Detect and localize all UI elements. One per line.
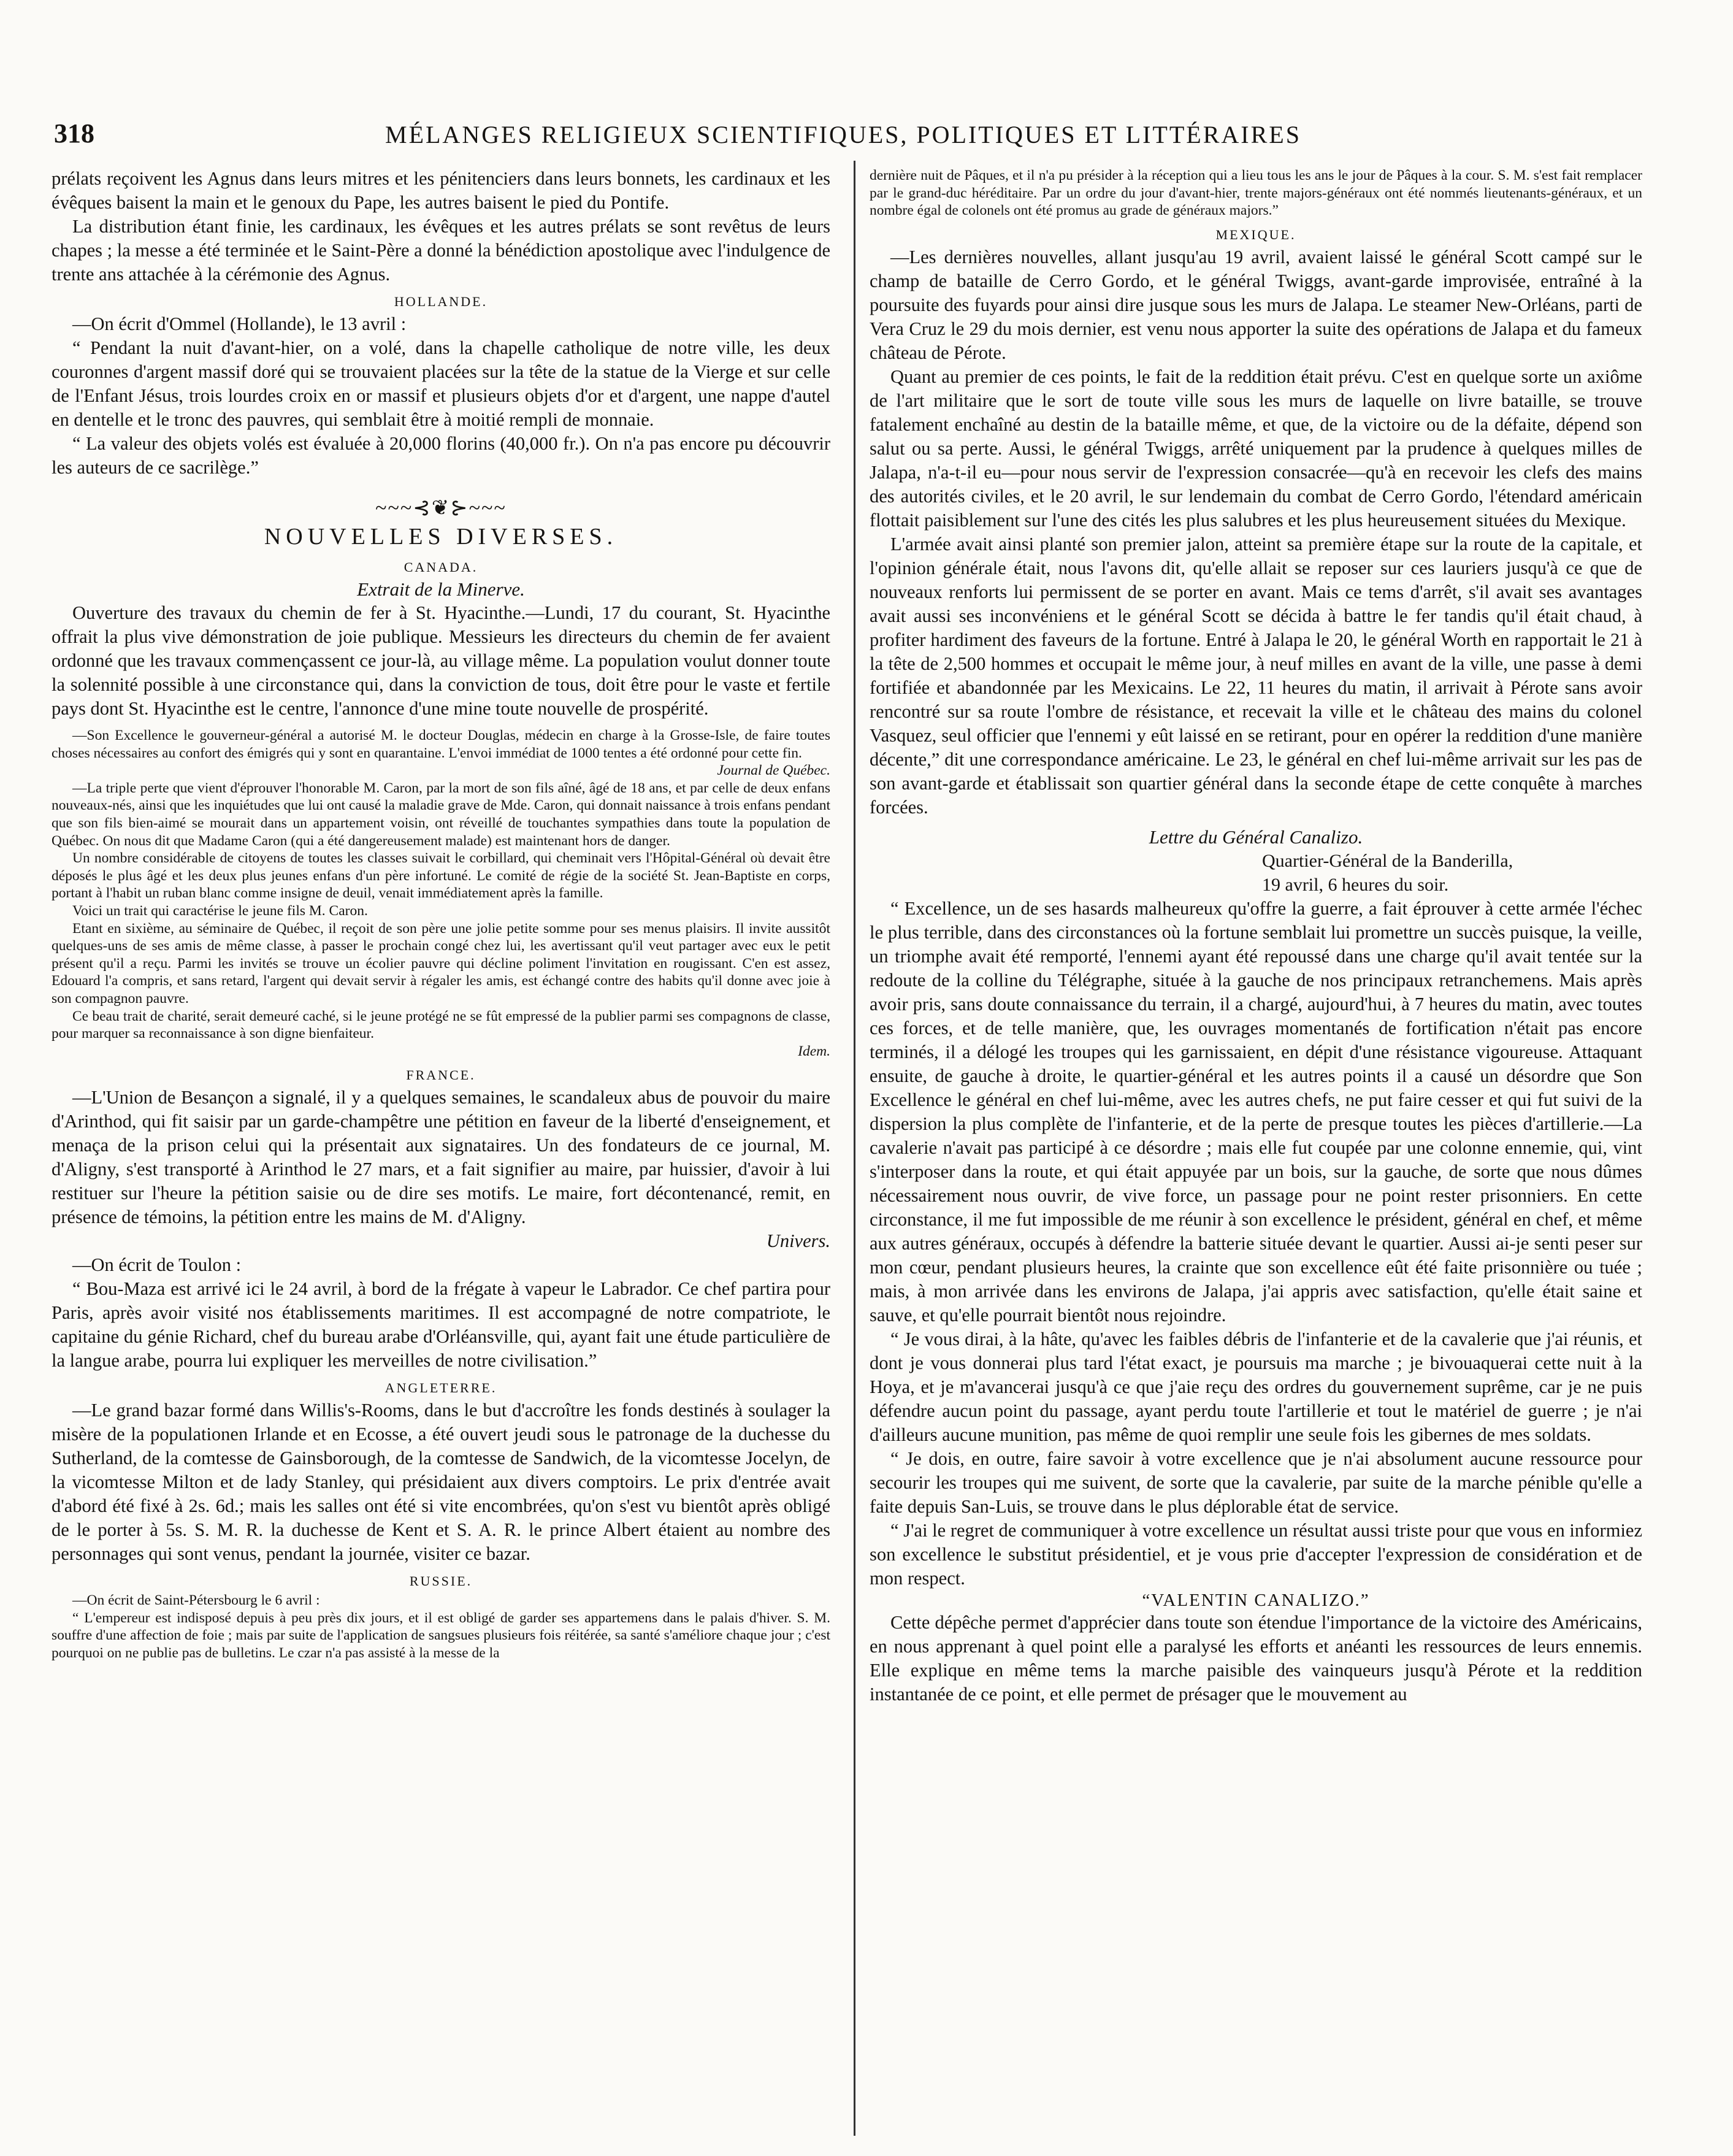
letter-signature: “VALENTIN CANALIZO.” [1142, 1590, 1370, 1610]
section-heading-angleterre: ANGLETERRE. [384, 1380, 497, 1396]
paragraph: —Les dernières nouvelles, allant jusqu'au 19 avril, avaient laissé le général Scott campé sur le champ de bataille de Cerro Gordo, et le général Twiggs, avant-garde improvisée, entraîné à la poursuite des fuyards pour ainsi dire jusque sous les murs de Jalapa. Le steamer New-Orléans, parti de Vera Cruz le 29 du mois dernier, est venu nous apporter la suite des opérations de Jalapa et du fameux château de Pérote. [870, 246, 1642, 363]
paragraph: Quant au premier de ces points, le fait de la reddition était prévu. C'est en quelque sorte un axiôme de l'art militaire que le sort de toute ville sous les murs de laquelle on livre bataille, se trouve fatalement enchaîné au destin de la bataille même, et que, de la victoire ou de la défaite, dépend son salut ou sa perte. Aussi, le général Twiggs, arrêté uniquement par la prudence à quelques milles de Jalapa, n'a-t-il eu—pour nous servir de l'expression consacrée—qu'à en recevoir les clefs des mains des autorités civiles, et le 20 avril, le sur lendemain du combat de Cerro Gordo, l'étendard américain flottait paisiblement sur l'une des cités les plus salubres et les plus heureusement situées du Mexique. [870, 366, 1642, 531]
left-column [52, 167, 830, 1662]
paragraph: “ Je dois, en outre, faire savoir à votre excellence que je n'ai absolument aucune ressource pour secourir les troupes qui me suivent, de sorte que la cavalerie, par suite de la marche pénible qu'elle a faite depuis San-Luis, se trouve dans le plus déplorable état de service. [870, 1448, 1642, 1517]
paragraph: —On écrit de Saint-Pétersbourg le 6 avril : [72, 1592, 320, 1609]
paragraph: Un nombre considérable de citoyens de toutes les classes suivait le corbillard, qui cheminait vers l'Hôpital-Général où devait être déposés le plus âgé et les deux plus jeunes enfans d'un père infortuné. Le comité de régie de la société St. Jean-Baptiste en corps, portant à l'habit un ruban blanc comme insigne de deuil, venait immédiatement après la famille. [52, 850, 830, 902]
paragraph: “ Je vous dirai, à la hâte, qu'avec les faibles débris de l'infanterie et de la cavalerie que j'ai réunis, et dont je vous donnerai plus tard l'état exact, je poursuis ma marche ; je bivouaquerai cette nuit à la Hoya, et je m'avancerai jusqu'à ce que j'aie reçu des ordres du gouvernement suprême, car je ne puis défendre aucun point du passage, ayant perdu toute l'artillerie et tout le matériel de guerre ; je n'ai d'ailleurs aucune munition, pas même de quoi remplir une seule fois les gibernes de mes soldats. [870, 1328, 1642, 1445]
section-heading-canada: CANADA. [404, 559, 478, 575]
paragraph: dernière nuit de Pâques, et il n'a pu présider à la réception qui a lieu tous les ans le jour de Pâques à la cour. S. M. s'est fait remplacer par le grand-duc héréditaire. Par un ordre du jour d'avant-hier, trente majors-généraux ont été nommés lieutenants-généraux, et un nombre égal de colonels ont été promus au grade de généraux majors.” [870, 167, 1642, 219]
page-number: 318 [54, 118, 94, 148]
section-heading-russie: RUSSIE. [409, 1573, 473, 1589]
paragraph: —On écrit de Toulon : [72, 1254, 242, 1276]
paragraph: “ La valeur des objets volés est évaluée à 20,000 florins (40,000 fr.). On n'a pas encore pu découvrir les auteurs de ce sacrilège.” [52, 433, 830, 478]
paragraph: —La triple perte que vient d'éprouver l'honorable M. Caron, par la mort de son fils aîné, âgé de 18 ans, et par celle de deux enfans nouveaux-nés, ainsi que les inquiétudes que lui ont causé la maladie grave de Mde. Caron, qui donnait naissance à trois enfans pendant que son fils bien-aimé se mourait dans un appartement voisin, ont réveillé de touchantes sympathies dans toute la population de Québec. On nous dit que Madame Caron (qui a été dangereusement malade) est maintenant hors de danger. [52, 780, 830, 849]
right-column [870, 167, 1642, 1706]
letter-address-line: Quartier-Général de la Banderilla, [1262, 850, 1513, 871]
paragraph: —Le grand bazar formé dans Willis's-Rooms, dans le but d'accroître les fonds destinés à soulager la misère de la populationen Irlande et en Ecosse, a été ouvert jeudi sous le patronage de la duchesse du Sutherland, de la comtesse de Gainsborough, de la comtesse de Sandwich, de la vicomtesse Jocelyn, de la vicomtesse Milton et de lady Stanley, qui présidaient aux divers comptoirs. Le prix d'entrée avait d'abord été fixé à 2s. 6d.; mais les salles ont été si vite encombrées, qu'on s'est vu bientôt après obligé de le porter à 5s. S. M. R. la duchesse de Kent et S. A. R. le prince Albert étaient au nombre des personnages qui sont venus, pendant la journée, visiter ce bazar. [52, 1400, 830, 1565]
paragraph: Ouverture des travaux du chemin de fer à St. Hyacinthe.—Lundi, 17 du courant, St. Hyacinthe offrait la plus vive démonstration de joie publique. Messieurs les directeurs du chemin de fer avaient ordonné que les travaux commençassent ce jour-là, au village même. La population voulut donner toute la solennité possible à une circonstance qui, dans la conviction de tous, doit être pour le vaste et fertile pays dont St. Hyacinthe est le centre, l'annonce d'une mine toute nouvelle de prospérité. [52, 602, 830, 719]
section-heading-mexique: MEXIQUE. [1215, 226, 1296, 242]
section-heading-nouvelles: NOUVELLES DIVERSES. [264, 524, 618, 550]
paragraph: “ Pendant la nuit d'avant-hier, on a volé, dans la chapelle catholique de notre ville, les deux couronnes d'argent massif doré qui se trouvaient placées sur la tête de la statue de la Vierge et sur celle de l'Enfant Jésus, trois lourdes croix en or massif et plusieurs objets d'or et d'argent, une nappe d'autel en dentelle et le tronc des pauvres, qui semblait être à moitié rempli de monnaie. [52, 337, 830, 430]
paragraph: La distribution étant finie, les cardinaux, les évêques et les autres prélats se sont revêtus de leurs chapes ; la messe a été terminée et le Saint-Père a donné la bénédiction apostolique avec l'indulgence de trente ans attachée à la cérémonie des Agnus. [52, 216, 830, 285]
ornament-divider: ~~~⊰❦⊱~~~ [375, 497, 507, 520]
source-credit: Idem. [798, 1043, 830, 1059]
section-heading-hollande: HOLLANDE. [394, 294, 488, 309]
paragraph: —Son Excellence le gouverneur-général a autorisé M. le docteur Douglas, médecin en charge à la Grosse-Isle, de faire toutes choses nécessaires au confort des émigrés qui y sont en quarantaine. L'envoi immédiat de 1000 tentes a été ordonné pour cette fin. [52, 727, 830, 761]
paragraph: —L'Union de Besançon a signalé, il y a quelques semaines, le scandaleux abus de pouvoir du maire d'Arinthod, qui fit saisir par un garde-champêtre une pétition en faveur de la liberté d'enseignement, et menaça de la prison celui qui la présentait aux signataires. Un des fondateurs de ce journal, M. d'Aligny, s'est transporté à Arinthod le 27 mars, et a fait signifier au maire, par huissier, d'avoir à lui restituer sur l'heure la pétition saisie ou de dire ses motifs. Le maire, fort décontenancé, remit, en présence de témoins, la pétition entre les mains de M. d'Aligny. [52, 1087, 830, 1228]
page-header [54, 118, 1624, 155]
source-credit: Journal de Québec. [717, 762, 830, 779]
column-divider [854, 161, 855, 2136]
paragraph: “ Excellence, un de ses hasards malheureux qu'offre la guerre, a fait éprouver à cette armée l'échec le plus terrible, dans des circonstances où la fortune semblait lui promettre un succès puisque, la veille, un triomphe avait été remporté, l'ennemi ayant été repoussé dans une charge qu'il avait tentée sur la redoute de la colline du Télégraphe, située à la gauche de nos principaux retranchemens. Mais après avoir pris, sans doute connaissance du terrain, il a chargé, aujourd'hui, à 7 heures du matin, avec toutes ces forces, et de telle manière, que, les ouvrages momentanés de fortification n'était pas encore terminés, il a délogé les troupes qui les garnissaient, en dépit d'une résistance vigoureuse. Attaquant ensuite, de gauche à droite, le quartier-général et les autres points il a causé un désordre que Son Excellence le général en chef lui-même, avec les autres chefs, ne put faire cesser et qui fut suivi de la dispersion la plus complète de l'infanterie, et de la perte de presque toutes les pièces d'artillerie.—La cavalerie n'avait pas participé à ce désordre ; mais elle fut coupée par une colonne ennemie, qui, vint s'interposer dans la route, et qui était appuyée par un bois, sur la gauche, de sorte que nous dûmes nécessairement nous ouvrir, de vive force, un passage pour ne point rester prisonniers. En cette circonstance, il me fut impossible de me réunir à son excellence le président, général en chef, et même aux autres généraux, occupés à défendre la batterie située devant le quartier. Aussi ai-je senti peser sur mon cœur, pendant plusieurs heures, la crainte que son excellence eût été faite prisonnière ou tuée ; mais, à mon arrivée dans les environs de Jalapa, j'ai appris avec satisfaction, qu'elle était saine et sauve, et qu'elle pourrait bientôt nous rejoindre. [870, 897, 1642, 1325]
section-heading-france: FRANCE. [406, 1067, 476, 1083]
letter-date-line: 19 avril, 6 heures du soir. [1262, 874, 1449, 895]
paragraph: —On écrit d'Ommel (Hollande), le 13 avril : [72, 313, 407, 334]
running-title: MÉLANGES RELIGIEUX SCIENTIFIQUES, POLITIQUES ET LITTÉRAIRES [385, 121, 1301, 148]
paragraph: L'armée avait ainsi planté son premier jalon, atteint sa première étape sur la route de la capitale, et l'opinion générale était, nous l'avons dit, qu'elle allait se reposer sur ces lauriers jusqu'à ce que de nouveaux renforts lui permissent de se porter en avant. Mais ce tems d'arrêt, s'il avait ses avantages avait aussi ses inconvéniens et le général Scott se décida à battre le fer tandis qu'il était chaud, à profiter hardiment des faveurs de la fortune. Entré à Jalapa le 20, le général Worth en rapportait le 21 à la tête de 2,500 hommes et occupait le même jour, à neuf milles en avant de la ville, une passe à demi fortifiée et abandonnée par les Mexicains. Le 22, 11 heures du matin, il arrivait à Pérote sans avoir rencontré sur sa route l'ombre de résistance, et recevait la ville et le château des mains du colonel Vasquez, seul officier que l'ennemi y eût laissé en se retirant, pour en opérer la reddition d'une manière décente,” dit une correspondance américaine. Le 23, le général en chef lui-même arrivait sur les pas de son avant-garde et établissait son quartier général dans la seconde étape de cette conquête à marches forcées. [870, 533, 1642, 818]
paragraph: prélats reçoivent les Agnus dans leurs mitres et les pénitenciers dans leurs bonnets, les cardinaux et les évêques baisent la main et le genoux du Pape, les autres baisent le pied du Pontife. [52, 168, 830, 213]
paragraph: “ Bou-Maza est arrivé ici le 24 avril, à bord de la frégate à vapeur le Labrador. Ce chef partira pour Paris, après avoir visité nos établissements maritimes. Il est accompagné de notre compatriote, le capitaine du génie Richard, chef du bureau arabe d'Orléansville, qui, ayant fait une étude particulière de la langue arabe, pourra lui expliquer les merveilles de notre civilisation.” [52, 1278, 830, 1371]
paragraph: “ L'empereur est indisposé depuis à peu près dix jours, et il est obligé de garder ses appartemens dans le palais d'hiver. S. M. souffre d'une affection de foie ; mais par suite de l'application de sangsues plusieurs fois réitérée, sa santé s'améliore chaque jour ; c'est pourquoi on ne publie pas de bulletins. Le czar n'a pas assisté à la messe de la [52, 1609, 830, 1662]
paragraph: “ J'ai le regret de communiquer à votre excellence un résultat aussi triste pour que vous en informiez son excellence le substitut présidentiel, et je vous prie d'accepter l'expression de considération et de mon respect. [870, 1519, 1642, 1589]
paragraph: Ce beau trait de charité, serait demeuré caché, si le jeune protégé ne se fût empressé de la publier parmi ses compagnons de classe, pour marquer sa reconnaissance à son digne bienfaiteur. [52, 1008, 830, 1042]
subheading-lettre: Lettre du Général Canalizo. [1149, 826, 1363, 848]
paragraph: Voici un trait qui caractérise le jeune fils M. Caron. [72, 902, 368, 919]
paragraph: Cette dépêche permet d'apprécier dans toute son étendue l'importance de la victoire des Américains, en nous apprenant à quel point elle a paralysé les efforts et anéanti les ressources de leurs ennemis. Elle explique en même tems la marche paisible des vainqueurs jusqu'à Pérote et la reddition instantanée de ce point, et elle permet de présager que le mouvement au [870, 1611, 1642, 1705]
source-credit: Univers. [766, 1230, 830, 1252]
paragraph: Etant en sixième, au séminaire de Québec, il reçoit de son père une jolie petite somme pour ses menus plaisirs. Il invite aussitôt quelques-uns de ses amis de même classe, à passer le prochain congé chez lui, les avertissant qu'il veut partager avec eux le petit présent qu'il a reçu. Parmi les invités se trouve un écolier pauvre qui décline poliment l'invitation en rougissant. C'en est assez, Edouard l'a compris, et sans retard, l'argent qui devait servir à régaler les amis, est échangé contre des habits qu'il donne avec joie à son compagnon pauvre. [52, 920, 830, 1007]
subheading-minerve: Extrait de la Minerve. [357, 578, 525, 600]
